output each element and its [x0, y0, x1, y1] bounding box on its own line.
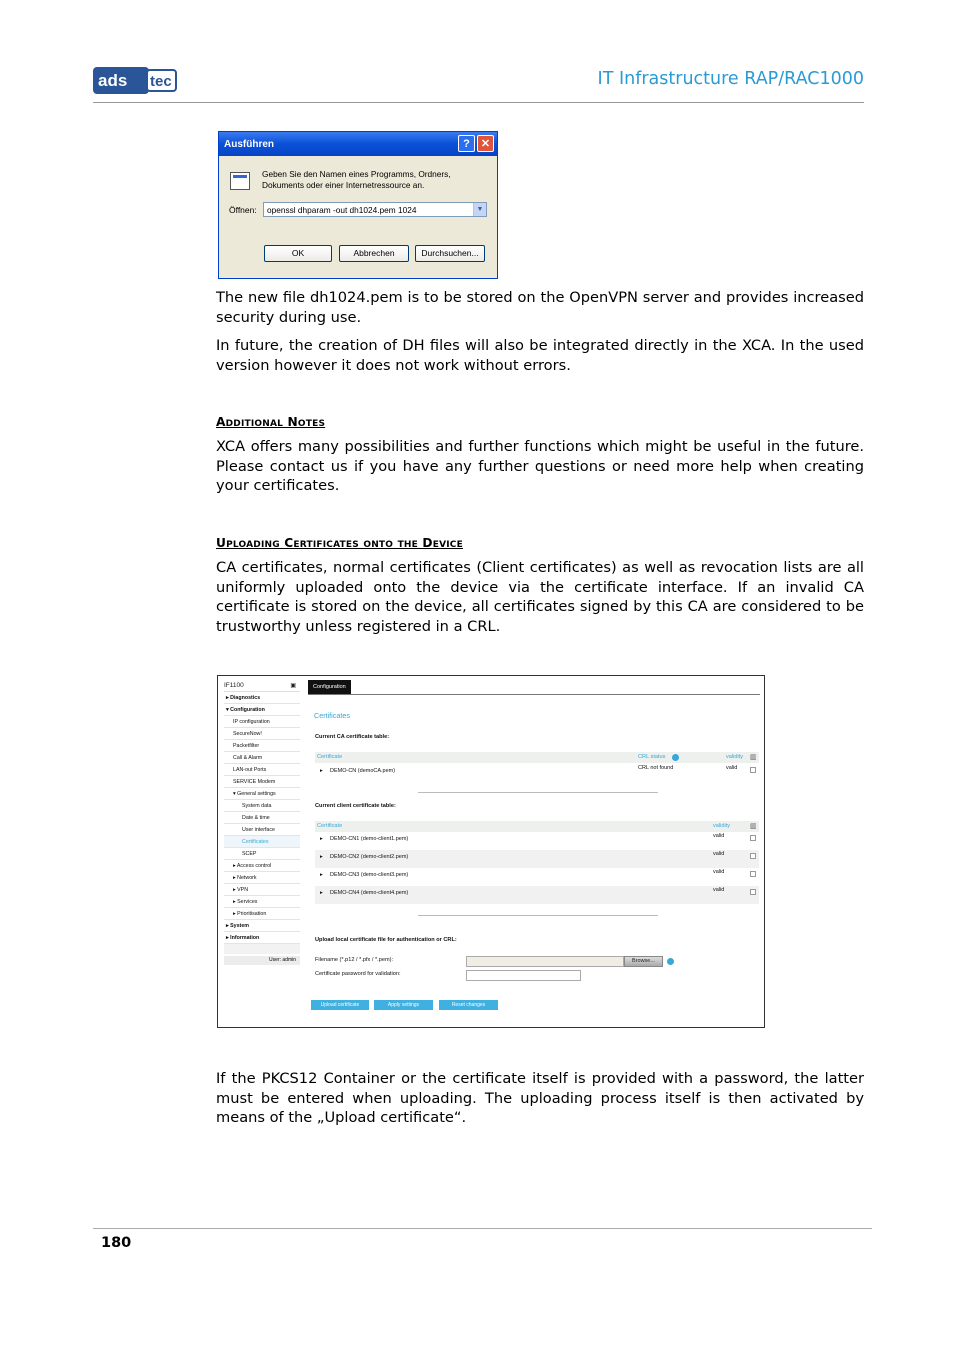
sidebar-item[interactable]: Packetfilter — [224, 740, 300, 752]
certificates-web-ui — [217, 675, 765, 1028]
password-input[interactable] — [466, 970, 581, 981]
sidebar-item[interactable]: Certificates — [224, 836, 300, 848]
info-icon[interactable] — [667, 958, 674, 965]
sidebar-item[interactable]: LAN-out Ports — [224, 764, 300, 776]
paragraph-xca-future: In future, the creation of DH files will also be integrated directly in the XCA. In the used version however it does not work without errors. — [216, 337, 864, 374]
device-name — [224, 680, 300, 692]
validity: valid — [713, 833, 725, 839]
section-title: Certificates — [314, 711, 350, 720]
delete-checkbox[interactable] — [750, 767, 756, 773]
tab-divider — [308, 694, 760, 695]
certificate-name: DEMO-CN1 (demo-client1.pem) — [330, 836, 409, 842]
chevron-right-icon[interactable]: ▸ — [320, 872, 323, 878]
client-table-label: Current client certificate table: — [315, 803, 396, 809]
filename-input[interactable] — [466, 956, 624, 967]
sidebar — [224, 680, 300, 965]
delete-checkbox[interactable] — [750, 871, 756, 877]
dialog-titlebar — [219, 132, 497, 156]
tab-configuration[interactable]: Configuration — [308, 680, 351, 695]
page-number: 180 — [101, 1235, 132, 1251]
lock-icon: ▣ — [290, 683, 296, 689]
client-table-row[interactable] — [315, 886, 759, 904]
sidebar-item[interactable]: System data — [224, 800, 300, 812]
ca-table-label: Current CA certificate table: — [315, 734, 390, 740]
trash-icon[interactable]: ▥ — [750, 754, 757, 761]
sidebar-item[interactable]: ▾ Configuration — [224, 704, 300, 716]
client-table-row[interactable] — [315, 850, 759, 868]
sidebar-item[interactable]: Date & time — [224, 812, 300, 824]
ca-header-certificate[interactable]: Certificate — [317, 754, 343, 760]
sidebar-item[interactable]: ▸ Access control — [224, 860, 300, 872]
close-icon[interactable]: ✕ — [477, 135, 494, 152]
svg-text:ads: ads — [98, 71, 128, 90]
client-header-certificate[interactable]: Certificate — [317, 823, 343, 829]
delete-checkbox[interactable] — [750, 889, 756, 895]
heading-uploading-certificates: Uploading Certificates onto the Device — [216, 536, 463, 550]
chevron-right-icon[interactable]: ▸ — [320, 836, 323, 842]
help-icon[interactable]: ? — [458, 135, 475, 152]
validity: valid — [713, 887, 725, 893]
ca-table-row[interactable] — [315, 764, 759, 782]
client-header-validity[interactable]: validity — [713, 823, 731, 829]
sidebar-item[interactable]: ▸ Network — [224, 872, 300, 884]
upload-certificate-button[interactable]: Upload certificate — [311, 1000, 369, 1010]
sidebar-spacer — [224, 944, 300, 954]
command-value: openssl dhparam -out dh1024.pem 1024 — [267, 205, 417, 215]
sidebar-item[interactable]: ▸ Prioritisation — [224, 908, 300, 920]
client-table-row[interactable] — [315, 832, 759, 850]
footer-divider — [93, 1228, 872, 1229]
certificate-name: DEMO-CN2 (demo-client2.pem) — [330, 854, 409, 860]
browse-button[interactable]: Browse... — [624, 956, 663, 967]
certificate-name: DEMO-CN4 (demo-client4.pem) — [330, 890, 409, 896]
ca-header-validity[interactable]: validity — [726, 754, 744, 760]
paragraph-xca-offers: XCA offers many possibilities and further functions which might be useful in the future. Please contact us if you have any further questions or need more help when creating your certificates. — [216, 438, 864, 494]
sidebar-item[interactable]: SERVICE Modem — [224, 776, 300, 788]
sidebar-item[interactable]: Call & Alarm — [224, 752, 300, 764]
document-title: IT Infrastructure RAP/RAC1000 — [597, 69, 864, 89]
adstec-logo — [93, 67, 177, 94]
chevron-right-icon[interactable]: ▸ — [320, 854, 323, 860]
ca-header-crl-status[interactable]: CRL status — [638, 754, 666, 760]
run-program-icon — [230, 172, 250, 190]
open-label: Öffnen: — [229, 205, 257, 215]
validity: valid — [713, 869, 725, 875]
sidebar-item[interactable]: ▾ General settings — [224, 788, 300, 800]
info-icon[interactable] — [672, 754, 679, 761]
ca-table-header — [315, 752, 759, 763]
client-table-row[interactable] — [315, 868, 759, 886]
trash-icon[interactable]: ▥ — [750, 823, 757, 830]
sidebar-item[interactable]: User interface — [224, 824, 300, 836]
apply-settings-button[interactable]: Apply settings — [374, 1000, 433, 1010]
header-divider — [93, 102, 864, 103]
sidebar-item[interactable]: ▸ VPN — [224, 884, 300, 896]
sidebar-item[interactable]: ▸ Diagnostics — [224, 692, 300, 704]
sidebar-item[interactable]: ▸ Information — [224, 932, 300, 944]
validity: valid — [726, 765, 738, 771]
certificate-name: DEMO-CN (demoCA.pem) — [330, 768, 396, 774]
paragraph-pkcs12: If the PKCS12 Container or the certificate itself is provided with a password, the latter must be entered when uploading. The uploading process itself is then activated by means of the „Upload certificate“. — [216, 1070, 864, 1126]
sidebar-item[interactable]: SecureNow! — [224, 728, 300, 740]
delete-checkbox[interactable] — [750, 835, 756, 841]
chevron-right-icon[interactable]: ▸ — [320, 890, 323, 896]
divider — [418, 792, 658, 793]
ok-button[interactable]: OK — [264, 245, 332, 262]
delete-checkbox[interactable] — [750, 853, 756, 859]
sidebar-item[interactable]: ▸ System — [224, 920, 300, 932]
heading-additional-notes: Additional Notes — [216, 415, 326, 429]
sidebar-item[interactable]: SCEP — [224, 848, 300, 860]
chevron-down-icon[interactable]: ▼ — [473, 203, 486, 216]
device-label: IF1100 — [224, 682, 244, 689]
run-dialog — [218, 131, 498, 279]
divider — [418, 915, 658, 916]
svg-text:tec: tec — [150, 73, 172, 90]
browse-button[interactable]: Durchsuchen... — [415, 245, 485, 262]
cancel-button[interactable]: Abbrechen — [339, 245, 409, 262]
sidebar-item[interactable]: IP configuration — [224, 716, 300, 728]
command-input[interactable] — [263, 202, 487, 217]
chevron-right-icon[interactable]: ▸ — [320, 768, 323, 774]
validity: valid — [713, 851, 725, 857]
user-label[interactable]: User: admin — [224, 956, 300, 965]
client-table-header — [315, 821, 759, 832]
dialog-title: Ausführen — [224, 138, 274, 150]
password-label: Certificate password for validation: — [315, 971, 401, 977]
certificate-name: DEMO-CN3 (demo-client3.pem) — [330, 872, 409, 878]
upload-label: Upload local certificate file for authentication or CRL: — [315, 937, 457, 943]
paragraph-dh-file: The new file dh1024.pem is to be stored on the OpenVPN server and provides increased security during use. — [216, 289, 864, 326]
crl-status: CRL not found — [638, 765, 674, 771]
sidebar-item[interactable]: ▸ Services — [224, 896, 300, 908]
filename-label: Filename (*.p12 / *.pfx / *.pem): — [315, 957, 394, 963]
reset-changes-button[interactable]: Reset changes — [439, 1000, 498, 1010]
dialog-description: Geben Sie den Namen eines Programms, Ordners, Dokuments oder einer Internetressource an. — [262, 169, 451, 190]
paragraph-ca-certificates: CA certificates, normal certificates (Client certificates) as well as revocation lists are all uniformly uploaded onto the device via the certificate interface. If an invalid CA certificate is stored on the device, all certificates signed by this CA are considered to be trustworthy unless registered in a CRL. — [216, 559, 864, 635]
